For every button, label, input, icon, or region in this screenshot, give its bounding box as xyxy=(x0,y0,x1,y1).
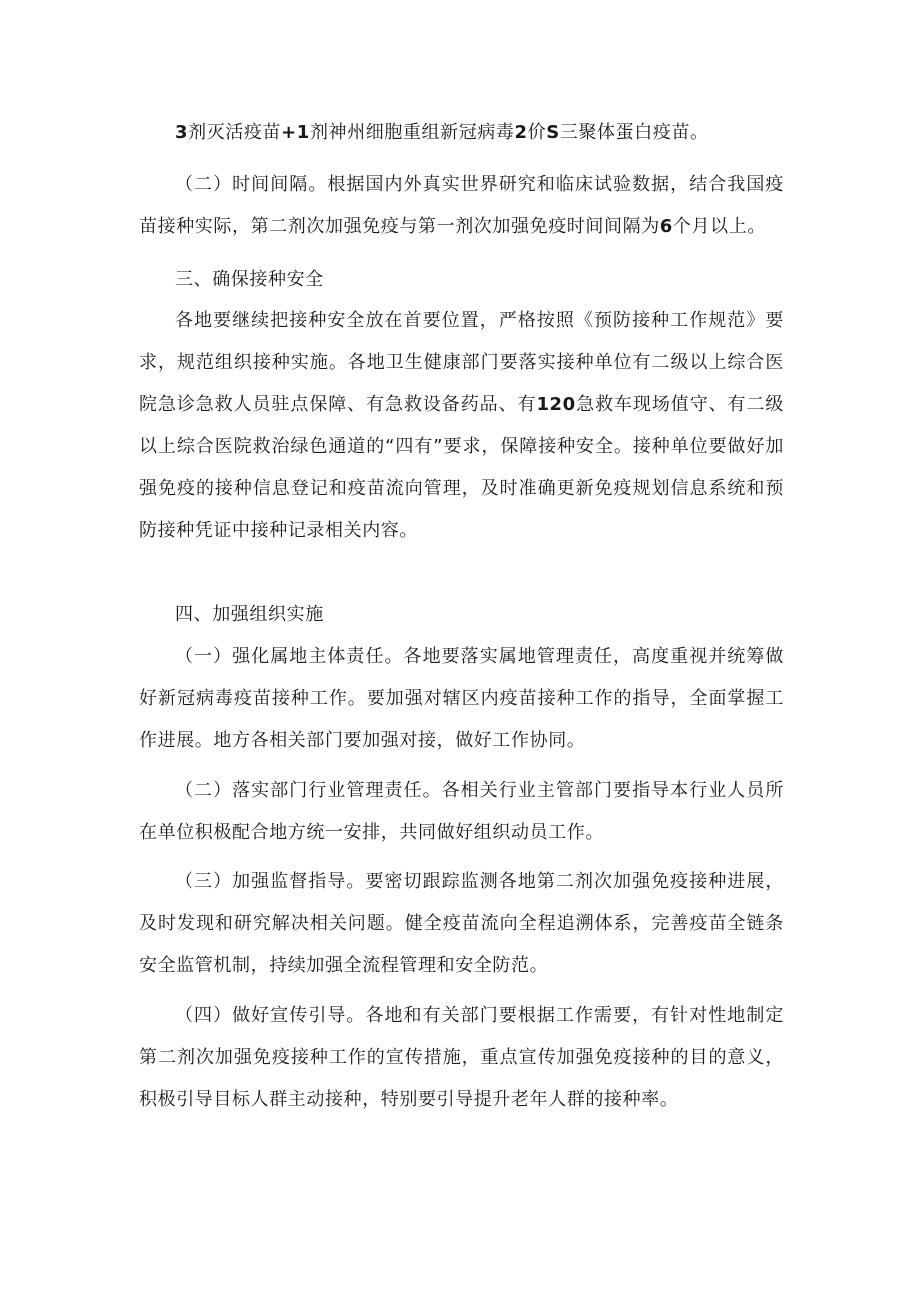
text-segment: 2 xyxy=(514,122,528,143)
text-segment: 个月以上。 xyxy=(672,216,766,237)
text-segment: 价 xyxy=(527,122,547,143)
text-segment: （二）落实部门行业管理责任。各相关行业主管部门要指导本行业人员所在单位积极配合地方统一安排，共同做好组织动员工作。 xyxy=(139,780,784,843)
text-segment: 四、加强组织实施 xyxy=(175,604,324,625)
text-segment: 3 xyxy=(175,122,189,143)
paragraph-time-interval xyxy=(139,164,784,248)
text-segment: 三聚体蛋白疫苗。 xyxy=(559,122,709,143)
text-segment: （一）强化属地主体责任。各地要落实属地管理责任，高度重视并统筹做好新冠病毒疫苗接种工作。要加强对辖区内疫苗接种工作的指导，全面掌握工作进展。地方各相关部门要加强对接，做好工作协同。 xyxy=(139,646,784,751)
paragraph-safety xyxy=(139,300,784,552)
text-segment: +1 xyxy=(281,122,310,143)
text-segment: 剂神州细胞重组新冠病毒 xyxy=(309,122,515,143)
paragraph-publicity xyxy=(139,995,784,1121)
text-segment: （四）做好宣传引导。各地和有关部门要根据工作需要，有针对性地制定第二剂次加强免疫接种工作的宣传措施，重点宣传加强免疫接种的目的意义，积极引导目标人群主动接种，特别要引导提升老年人群的接种率。 xyxy=(139,1005,784,1110)
paragraph-local-responsibility xyxy=(139,636,784,762)
paragraph-industry-responsibility xyxy=(139,770,784,854)
text-segment: 三、确保接种安全 xyxy=(175,269,324,290)
paragraph-vaccine-combination xyxy=(139,112,784,154)
text-segment: 6 xyxy=(659,216,673,237)
text-segment: （二）时间间隔。根据国内外真实世界研究和临床试验数据，结合我国疫苗接种实际，第二剂次加强免疫与第一剂次加强免疫时间间隔为 xyxy=(139,174,784,237)
text-segment: 急救车现场值守、有二级以上综合医院救治绿色通道的“四有”要求，保障接种安全。接种单位要做好加强免疫的接种信息登记和疫苗流向管理，及时准确更新免疫规划信息系统和预防接种凭证中接种记录相关内容。 xyxy=(139,394,784,541)
paragraph-supervision xyxy=(139,861,784,987)
text-segment: 各地要继续把接种安全放在首要位置，严格按照《预防接种工作规范》要求，规范组织接种实施。各地卫生健康部门要落实接种单位有二级以上综合医院急诊急救人员驻点保障、有急救设备药品、有 xyxy=(139,310,784,415)
text-segment: 120 xyxy=(536,394,576,415)
text-segment: （三）加强监督指导。要密切跟踪监测各地第二剂次加强免疫接种进展，及时发现和研究解决相关问题。健全疫苗流向全程追溯体系，完善疫苗全链条安全监管机制，持续加强全流程管理和安全防范。 xyxy=(139,871,784,976)
section-heading-organization xyxy=(139,594,784,636)
section-heading-safety xyxy=(139,259,784,301)
text-segment: S xyxy=(546,122,560,143)
text-segment: 剂灭活疫苗 xyxy=(188,122,282,143)
